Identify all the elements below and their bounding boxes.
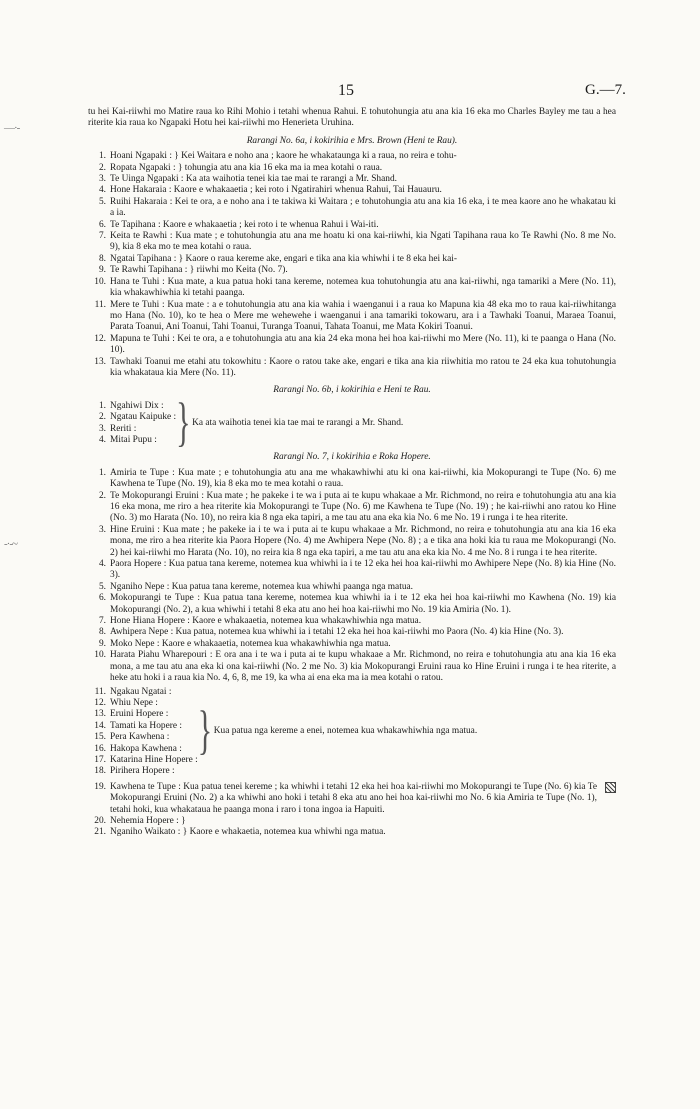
section-title: Rarangi No. 6b, i kokirihia e Heni te Rau. xyxy=(273,385,431,396)
item-number: 3. xyxy=(98,423,106,434)
list-item xyxy=(88,744,198,755)
item-text: Nganiho Nepe : Kua patua tana kereme, notemea kua whiwhi paanga nga matua. xyxy=(110,581,414,592)
list-item xyxy=(88,491,616,525)
item-number: 2. xyxy=(98,490,106,501)
item-number: 21. xyxy=(94,827,106,838)
item-number: 3. xyxy=(98,524,106,535)
item-text: Hana te Tuhi : Kua mate, a kua patua hoki tana kereme, notemea kua tohutohungia atu ana kai-riiwhi, nga tamariki a Mere (No. 11), kia whakawhiwhia ki tetahi paanga. xyxy=(110,276,616,299)
item-number: 7. xyxy=(98,616,106,627)
list-item xyxy=(88,220,616,231)
item-text: Hone Hakaraia : Kaore e whakaaetia ; kei roto i Ngatirahiri whenua Rahui, Tai Hauauru. xyxy=(110,185,442,196)
item-text: Kawhena te Tupe : Kua patua tenei kereme ; ka whiwhi i tetahi 12 eka hei hoa kai-riiwhi mo Mokopurangi te Tupe (No. 6) kia Te Mokopurangi Eruini (No. 2) a ka whiwhi ano hoki i tetahi 8 eka atu ano hei hoa kai-riiwhi mo No. 6 kia Amiria te Tupe (No. 1), tetahi hoki, kua whakataua he paanga mona i raro i tona ingoa ia Hapuiti. xyxy=(110,781,597,815)
section-6a-list xyxy=(88,151,616,379)
list-item xyxy=(88,174,616,185)
list-item xyxy=(88,300,616,334)
group-names xyxy=(88,687,198,778)
list-item xyxy=(88,582,616,593)
item-text: Keita te Rawhi : Kua mate ; e tohutohungia atu ana me hoatu ki ona kai-riiwhi, kia Ngati Tapihana raua ko Te Rawhi (No. 8 me No. 9), kia 8 eka mo te mea kotahi o raua. xyxy=(110,231,616,253)
item-number: 19. xyxy=(94,781,106,792)
item-number: 7. xyxy=(98,231,106,242)
list-item xyxy=(88,185,616,196)
list-item xyxy=(88,401,176,412)
intro-paragraph: tu hei Kai-riiwhi mo Matire raua ko Rihi Mohio i tetahi whenua Rahui. E tohutohungia atu ana kia 16 eka mo Charles Bayley me tau a hea riterite kia raua ko Ngapaki Hotu hei kai-riiwhi mo Henerieta Uruhina. xyxy=(88,107,616,129)
item-text: Te Mokopurangi Eruini : Kua mate ; he pakeke i te wa i puta ai te kupu whakaae a Mr. Richmond, no reira e tohutohungia atu ana kia 16 eka mona, me riro a hea riterite kia Mokopurangi te Tupe (No. 6) me Kawhena te Tupe (No. 19) ; he kai-riiwhi ano ratou ko Hine (No. 3) mo Harata (No. 10), no reira kia 8 nga eka tapiri, a me tau atu ana eka kia No. 6 me No. 19 i runga i te hea riterite. xyxy=(110,490,616,524)
list-item xyxy=(88,163,616,174)
item-text: Ropata Ngapaki : } tohungia atu ana kia 16 eka ma ia mea kotahi o raua. xyxy=(110,162,383,173)
list-item xyxy=(88,827,616,838)
list-item xyxy=(88,412,176,423)
list-item xyxy=(88,525,616,559)
item-number: 20. xyxy=(94,815,106,826)
page-number: 15 xyxy=(338,82,354,99)
group-names xyxy=(88,401,176,447)
item-number: 15. xyxy=(94,732,106,743)
list-item xyxy=(88,277,616,300)
item-number: 9. xyxy=(98,638,106,649)
item-text: Pirihera Hopere : xyxy=(110,766,175,777)
item-number: 2. xyxy=(98,162,106,173)
item-number: 5. xyxy=(98,196,106,207)
item-number: 2. xyxy=(98,412,106,423)
list-item xyxy=(88,254,616,265)
item-text: Ruihi Hakaraia : Kei te ora, a e noho ana i te takiwa ki Waitara ; e tohutohungia atu ana kia 16 eka, i te mea kaore ano he whakatau ki a ia. xyxy=(110,196,616,219)
item-number: 8. xyxy=(98,627,106,638)
list-item xyxy=(88,334,616,357)
list-item xyxy=(88,357,616,380)
item-text: Te Tapihana : Kaore e whakaaetia ; kei roto i te whenua Rahui i Wai-iti. xyxy=(110,219,379,230)
item-text: Te Rawhi Tapihana : } riiwhi mo Keita (No. 7). xyxy=(110,265,288,276)
item-text: Harata Piahu Wharepouri : E ora ana i te wa i puta ai te kupu whakaae a Mr. Richmond, no reira e tohutohungia atu ana kia 16 eka mona, a me tau atu ana eka ki ona kai-riiwhi (No. 2 me No. 3) kia Mokopurangi Eruini raua ko Hine Eruini i runga i te hea riterite, a heke atu hoki i a raua kia No. 4, 6, 8, me 19, ka wha ai ena eka ma ia mea kotahi o ratou. xyxy=(110,650,616,684)
list-item xyxy=(88,766,198,777)
margin-mark: —·- xyxy=(4,122,20,134)
list-item xyxy=(88,709,198,720)
item-number: 11. xyxy=(94,686,106,697)
list-item xyxy=(88,593,616,616)
section-7-list xyxy=(88,468,616,685)
item-number: 5. xyxy=(98,581,106,592)
item-number: 18. xyxy=(94,766,106,777)
item-text: Ngatau Kaipuke : xyxy=(110,412,177,423)
item-text: Te Uinga Ngapaki : Ka ata waihotia tenei kia tae mai te rarangi a Mr. Shand. xyxy=(110,174,397,185)
item-number: 3. xyxy=(98,174,106,185)
document-body xyxy=(88,107,616,839)
item-number: 13. xyxy=(94,356,106,367)
list-item xyxy=(88,468,616,491)
list-item xyxy=(88,559,616,582)
item-text: Nehemia Hopere : } xyxy=(110,815,186,826)
section-6b-group xyxy=(88,392,616,453)
item-number: 1. xyxy=(98,151,106,162)
item-number: 1. xyxy=(98,400,106,411)
item-text: Hakopa Kawhena : xyxy=(110,743,182,754)
item-number: 13. xyxy=(94,709,106,720)
brace-symbol: } xyxy=(197,701,213,761)
item-text: Amiria te Tupe : Kua mate ; e tohutohungia atu ana me whakawhiwhi atu ki ona kai-riiwhi, kia Mokopurangi te Tupe (No. 6) me Kawhena te Tupe (No. 19), kia 8 eka mo te mea kotahi o raua. xyxy=(110,467,616,490)
item-text: Tawhaki Toanui me etahi atu tokowhitu : Kaore o ratou take ake, engari e tika ana kia riiwhitia mo ratou te 24 eka kua tohutohungia kia whakataua kia Mere (No. 11). xyxy=(110,356,616,378)
item-number: 12. xyxy=(94,333,106,344)
list-item xyxy=(88,698,198,709)
item-number: 9. xyxy=(98,265,106,276)
list-item xyxy=(88,616,616,627)
item-text: Hine Eruini : Kua mate ; he pakeke ia i te wa i puta ai te kupu whakaae a Mr. Richmond, no reira e tohutohungia atu ana kia 16 eka mona, me riro a hea riterite kia Paora Hopere (No. 4) me Awhipera Nepe (No. 8) ; a e tika ana hoki kia tu raua me Mokopurangi (No. 2) hei kai-riiwhi mo Harata (No. 10), no reira kia 8 nga eka tapiri, a me tau atu ana eka kia No. 4 me No. 8 i runga i te hea riterite. xyxy=(110,524,616,558)
list-item xyxy=(88,627,616,638)
list-item xyxy=(88,650,616,684)
list-item xyxy=(88,732,198,743)
group-shared-text: Kua patua nga kereme a enei, notemea kua whakawhiwhia nga matua. xyxy=(213,726,478,737)
list-item xyxy=(88,639,616,650)
item-text: Paora Hopere : Kua patua tana kereme, notemea kua whiwhi ia i te 12 eka hei hoa kai-riiwhi mo Awhipere Nepe (No. 8) kia Hine (No. 3). xyxy=(110,559,616,581)
list-item xyxy=(88,151,616,162)
item-text: Ngakau Ngatai : xyxy=(110,686,172,697)
list-item xyxy=(88,197,616,220)
item-text: Whiu Nepe : xyxy=(110,697,158,708)
item-number: 10. xyxy=(94,650,106,661)
item-text: Eruini Hopere : xyxy=(110,709,169,720)
list-item xyxy=(88,782,616,816)
section-title: Rarangi No. 6a, i kokirihia e Mrs. Brown (Heni te Rau). xyxy=(246,135,458,146)
list-item xyxy=(88,231,616,254)
section-title: Rarangi No. 7, i kokirihia e Roka Hopere. xyxy=(273,452,431,463)
item-text: Mitai Pupu : xyxy=(110,434,157,445)
item-number: 11. xyxy=(94,299,106,310)
item-text: Mapuna te Tuhi : Kei te ora, a e tohutohungia atu ana kia 24 eka mona hei hoa kai-riiwhi mo Mere (No. 11), ki te paanga o Hana (No. 10). xyxy=(110,333,616,356)
item-text: Ngahiwi Dix : xyxy=(110,400,164,411)
item-number: 6. xyxy=(98,219,106,230)
item-text: Tamati ka Hopere : xyxy=(110,720,182,731)
item-number: 4. xyxy=(98,559,106,570)
stamp-icon xyxy=(605,782,616,793)
item-number: 17. xyxy=(94,754,106,765)
item-number: 6. xyxy=(98,593,106,604)
section-7-group xyxy=(88,687,616,778)
list-item xyxy=(88,265,616,276)
margin-mark: -·-~ xyxy=(4,538,17,550)
list-item xyxy=(88,435,176,446)
list-item xyxy=(88,816,616,827)
item-number: 12. xyxy=(94,697,106,708)
section-7-list-continued xyxy=(88,782,616,839)
item-text: Moko Nepe : Kaore e whakaaetia, notemea kua whakawhiwhia nga matua. xyxy=(110,638,391,649)
item-text: Mere te Tuhi : Kua mate : a e tohutohungia atu ana kia wahia i waenganui i a raua ko Mapuna kia 48 eka mo to raua kai-riiwhitanga mo Hana (No. 10), ko te hea o Mere me wehewehe i waenganui i ana tamariki tokowaru, ara i a Tawhaki Toanui, Maraea Toanui, Parata Toanui, Ani Toanui, Tahi Toanui, Turanga Toanui, Tahata Toanui, me Mata Kokiri Toanui. xyxy=(110,299,616,333)
item-text: Hoani Ngapaki : } Kei Waitara e noho ana ; kaore he whakataunga ki a raua, no reira e tohu- xyxy=(110,151,457,162)
list-item xyxy=(88,424,176,435)
item-text: Mokopurangi te Tupe : Kua patua tana kereme, notemea kua whiwhi ia i te 12 eka hei hoa kai-riiwhi mo Kawhena (No. 19) kia Mokopurangi (No. 2), a kua whiwhi i tetahi 8 eka atu ano hei hoa kai-riiwhi mo No. 19 kia Amiria (No. 1). xyxy=(110,593,616,615)
item-text: Nganiho Waikato : } Kaore e whakaetia, notemea kua whiwhi nga matua. xyxy=(110,827,386,838)
item-number: 4. xyxy=(98,434,106,445)
item-number: 10. xyxy=(94,276,106,287)
item-number: 16. xyxy=(94,743,106,754)
item-text: Awhipera Nepe : Kua patua, notemea kua whiwhi ia i tetahi 12 eka hei hoa kai-riiwhi mo Paora (No. 4) kia Hine (No. 3). xyxy=(110,627,564,638)
list-item xyxy=(88,687,198,698)
item-text: Pera Kawhena : xyxy=(110,732,170,743)
item-number: 14. xyxy=(94,720,106,731)
list-item xyxy=(88,721,198,732)
item-number: 1. xyxy=(98,467,106,478)
group-shared-text: Ka ata waihotia tenei kia tae mai te rarangi a Mr. Shand. xyxy=(192,417,404,428)
item-text: Hone Hiana Hopere : Kaore e whakaaetia, notemea kua whakawhiwhia nga matua. xyxy=(110,616,422,627)
item-number: 8. xyxy=(98,253,106,264)
item-text: Katarina Hine Hopere : xyxy=(110,754,198,765)
item-number: 4. xyxy=(98,185,106,196)
brace-symbol: } xyxy=(176,392,191,453)
item-text: Ngatai Tapihana : } Kaore o raua kereme ake, engari e tika ana kia whiwhi i te 8 eka hei kai- xyxy=(110,253,458,264)
list-item xyxy=(88,755,198,766)
document-reference: G.—7. xyxy=(585,82,626,98)
item-text: Reriti : xyxy=(110,423,137,434)
